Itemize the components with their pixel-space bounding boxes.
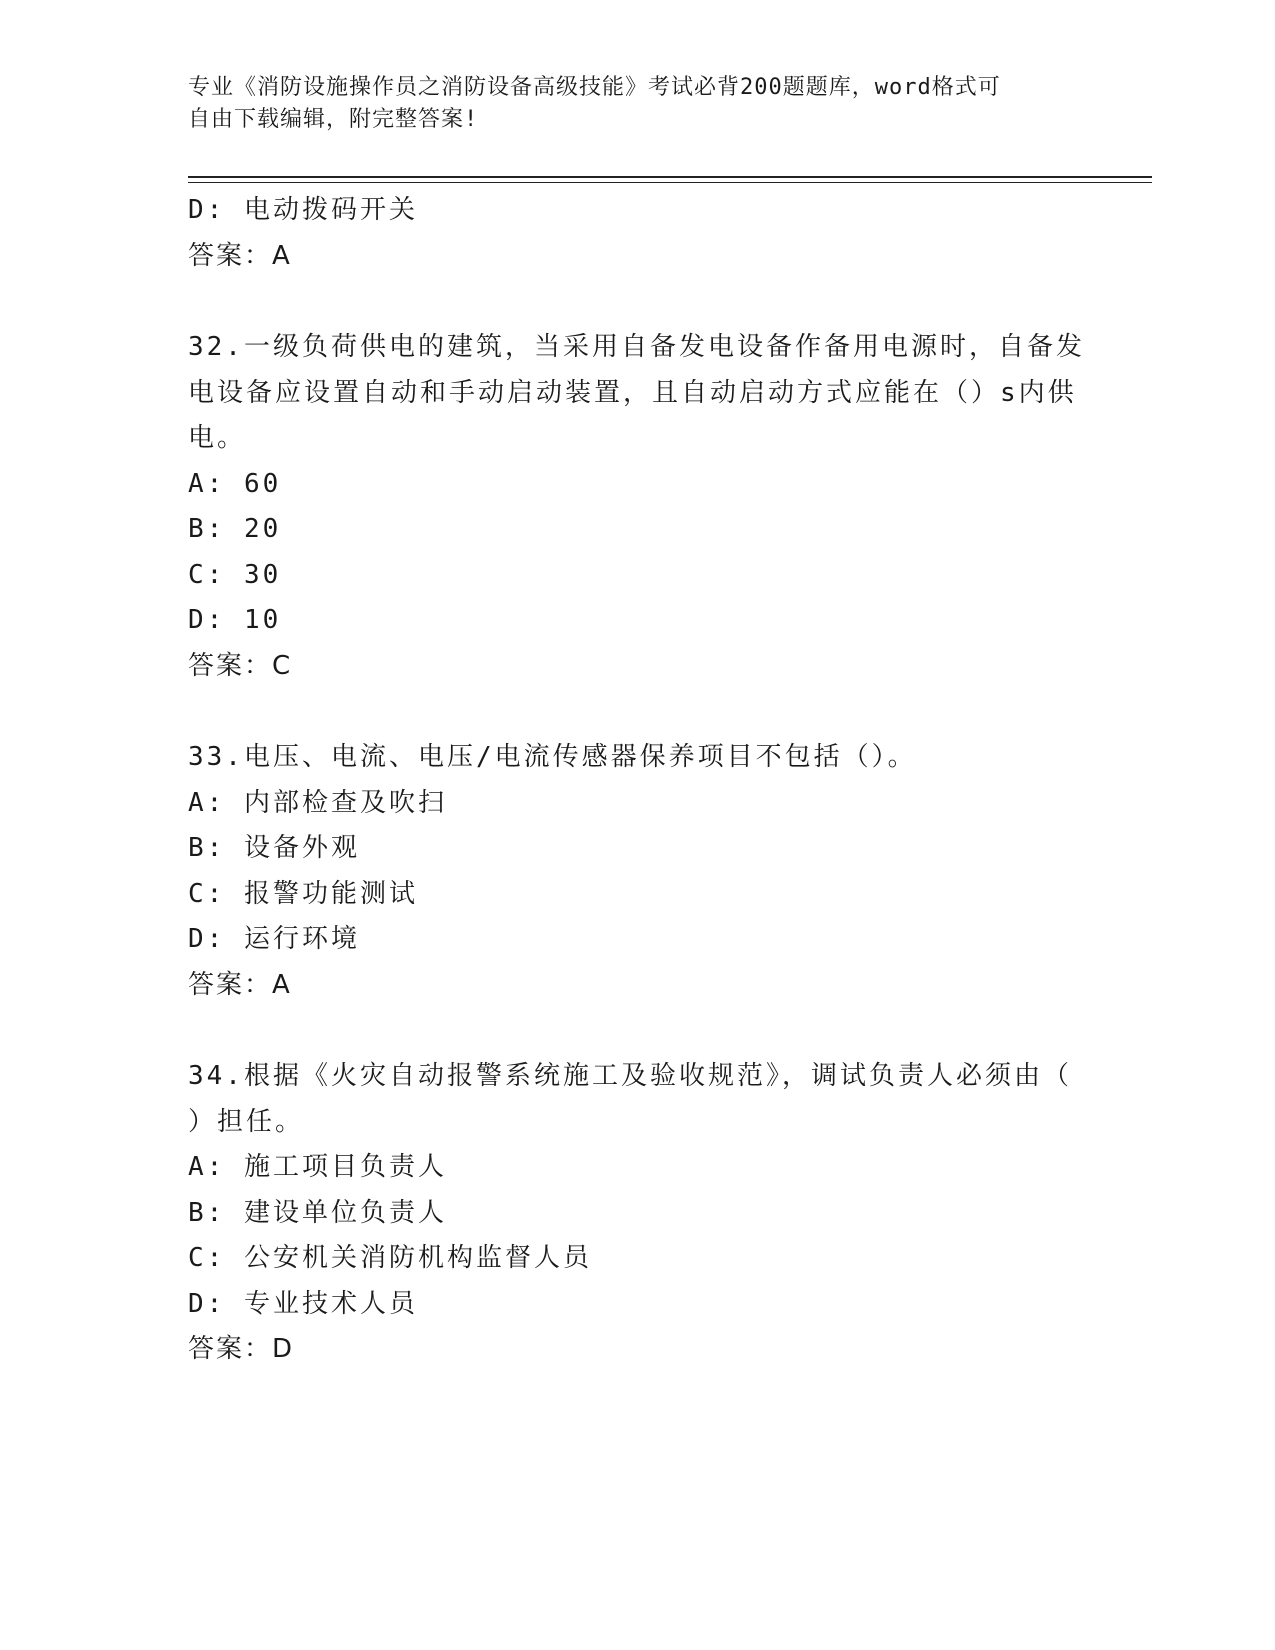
- header-line-2: 自由下载编辑，附完整答案!: [188, 107, 479, 132]
- spacer: [188, 279, 1088, 325]
- previous-question-tail: [188, 188, 1088, 279]
- spacer: [188, 1008, 1088, 1054]
- option-c: C: 30: [188, 559, 282, 590]
- answer-line: 答案：A: [188, 969, 292, 1000]
- option-c: C: 公安机关消防机构监督人员: [188, 1243, 592, 1273]
- option-d: D: 运行环境: [188, 924, 360, 954]
- answer-line: 答案：D: [188, 1334, 295, 1364]
- option-b: B: 20: [188, 514, 282, 544]
- answer-line: 答案：C: [188, 650, 293, 681]
- option-b: B: 建设单位负责人: [188, 1197, 447, 1228]
- question-text-line: 32.一级负荷供电的建筑，当采用自备发电设备作备用电源时，自备发: [188, 332, 1085, 362]
- document-header: [188, 72, 1068, 136]
- question-text-line: 33.电压、电流、电压/电流传感器保养项目不包括（）。: [188, 742, 917, 772]
- question-text-line: 电设备应设置自动和手动启动装置，且自动启动方式应能在（）s内供: [188, 377, 1077, 408]
- question-32: [188, 325, 1088, 689]
- question-34: [188, 1054, 1088, 1373]
- option-a: A: 60: [188, 468, 282, 499]
- spacer: [188, 689, 1088, 735]
- option-a: A: 施工项目负责人: [188, 1152, 447, 1182]
- question-33: [188, 735, 1088, 1008]
- option-d: D: 专业技术人员: [188, 1288, 418, 1319]
- header-line-1: 专业《消防设施操作员之消防设备高级技能》考试必背200题题库，word格式可: [188, 75, 1001, 100]
- option-d: D: 10: [188, 605, 282, 635]
- option-a: A: 内部检查及吹扫: [188, 787, 447, 818]
- question-list: [188, 188, 1088, 1373]
- question-text-line: ）担任。: [188, 1106, 305, 1137]
- header-divider-thin: [188, 182, 1152, 183]
- header-divider-thick: [188, 176, 1152, 178]
- option-d: D: 电动拨码开关: [188, 195, 418, 225]
- option-b: B: 设备外观: [188, 833, 360, 863]
- question-text-line: 34.根据《火灾自动报警系统施工及验收规范》，调试负责人必须由（: [188, 1061, 1072, 1091]
- question-text-line: 电。: [188, 423, 247, 453]
- answer-line: 答案：A: [188, 240, 292, 271]
- option-c: C: 报警功能测试: [188, 878, 418, 909]
